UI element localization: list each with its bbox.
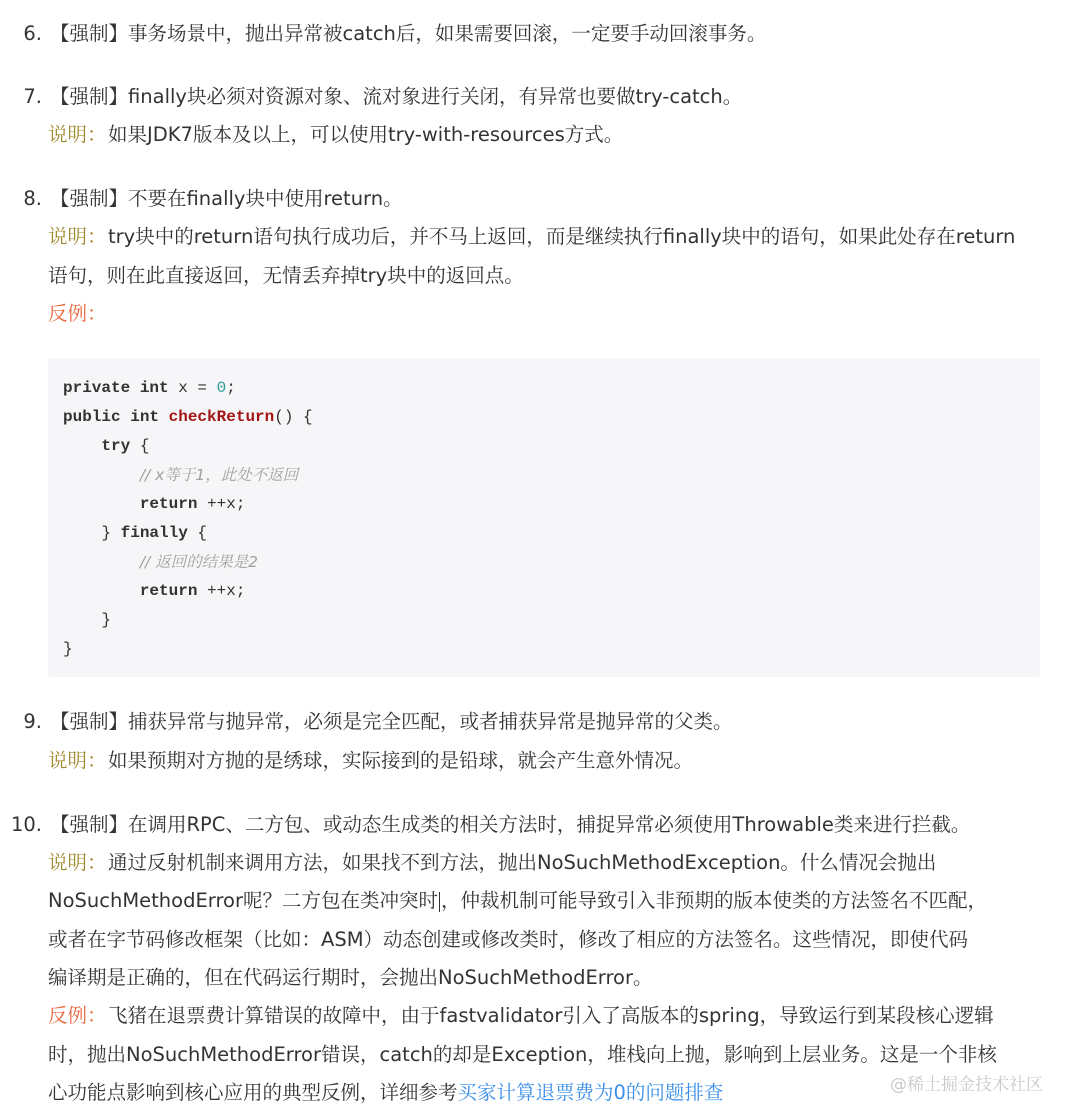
code-line <box>63 432 149 460</box>
code-token: } <box>101 611 112 629</box>
rule-title: 【强制】事务场景中，抛出异常被catch后，如果需要回滚，一定要手动回滚事务。 <box>50 22 767 45</box>
code-token: } <box>101 524 121 542</box>
note-label: 说明： <box>48 851 107 874</box>
counter-example-label: 反例： <box>48 1004 107 1027</box>
counter-example-text <box>48 1079 723 1107</box>
code-line <box>63 374 236 402</box>
note-text: 编译期是正确的，但在代码运行期时，会抛出NoSuchMethodError。 <box>48 966 653 989</box>
reference-link[interactable]: 买家计算退票费为0的问题排查 <box>457 1081 724 1104</box>
note-text: try块中的return语句执行成功后，并不马上返回，而是继续执行finally块中的语句，如果此处存在return <box>108 225 1016 248</box>
note-label: 说明： <box>48 225 107 248</box>
counter-example-text-part: 心功能点影响到核心应用的典型反例，详细参考 <box>48 1081 458 1104</box>
code-token: return <box>139 582 198 600</box>
rule-title: 【强制】捕获异常与抛异常，必须是完全匹配，或者捕获异常是抛异常的父类。 <box>50 710 733 733</box>
code-line <box>63 635 73 663</box>
code-token: { <box>187 524 208 542</box>
text-cursor <box>439 892 440 912</box>
code-token: try <box>101 437 131 455</box>
code-token: public int <box>63 408 160 426</box>
code-token: private int <box>63 379 169 397</box>
code-token: // 返回的结果是2 <box>139 553 259 571</box>
item-number: 6. <box>23 22 42 45</box>
item-number: 9. <box>23 710 42 733</box>
code-line <box>63 461 298 490</box>
note-text: 如果预期对方抛的是绣球，实际接到的是铅球，就会产生意外情况。 <box>108 749 694 772</box>
code-token: // x等于1，此处不返回 <box>139 466 299 484</box>
code-line <box>63 548 258 577</box>
item-number: 10. <box>10 813 42 836</box>
counter-example-text: 时，抛出NoSuchMethodError错误，catch的却是Exception，堆栈向上抛，影响到上层业务。这是一个非核 <box>48 1043 997 1066</box>
note-label: 说明： <box>48 749 107 772</box>
code-line <box>63 577 245 605</box>
note-text: 或者在字节码修改框架（比如：ASM）动态创建或修改类时，修改了相应的方法签名。这些情况，即使代码 <box>48 928 969 951</box>
item-number: 8. <box>23 187 42 210</box>
counter-example-text: 飞猪在退票费计算错误的故障中，由于fastvalidator引入了高版本的spring，导致运行到某段核心逻辑 <box>108 1004 994 1027</box>
code-token: return <box>139 495 198 513</box>
note-text: 通过反射机制来调用方法，如果找不到方法，抛出NoSuchMethodException。什么情况会抛出 <box>108 851 937 874</box>
code-token: () { <box>274 408 313 426</box>
note-label: 说明： <box>48 123 107 146</box>
code-token: ; <box>226 379 236 397</box>
code-token: { <box>130 437 150 455</box>
rule-title: 【强制】不要在finally块中使用return。 <box>50 187 403 210</box>
code-token: 0 <box>216 379 227 397</box>
note-text: 语句，则在此直接返回，无情丢弃掉try块中的返回点。 <box>48 264 524 287</box>
note-text-part: NoSuchMethodError呢？二方包在类冲突时 <box>48 889 439 912</box>
code-token: } <box>63 640 73 658</box>
item-number: 7. <box>23 85 42 108</box>
code-line <box>63 606 111 634</box>
rule-title: 【强制】finally块必须对资源对象、流对象进行关闭，有异常也要做try-catch。 <box>50 85 743 108</box>
code-token: finally <box>120 524 188 542</box>
code-line <box>63 519 207 547</box>
rule-title: 【强制】在调用RPC、二方包、或动态生成类的相关方法时，捕捉异常必须使用Throwable类来进行拦截。 <box>50 813 971 836</box>
code-line <box>63 490 245 518</box>
code-token: x = <box>168 379 217 397</box>
code-token: ++x; <box>197 495 246 513</box>
note-text: 如果JDK7版本及以上，可以使用try-with-resources方式。 <box>108 123 624 146</box>
counter-example-label: 反例： <box>48 302 107 325</box>
code-line <box>63 403 313 431</box>
code-token <box>159 408 169 426</box>
note-text <box>48 887 987 915</box>
note-text-part: ，仲裁机制可能导致引入非预期的版本使类的方法签名不匹配， <box>441 889 988 912</box>
code-token: ++x; <box>197 582 246 600</box>
code-token: checkReturn <box>168 408 275 426</box>
watermark: @稀土掘金技术社区 <box>890 1075 1043 1095</box>
